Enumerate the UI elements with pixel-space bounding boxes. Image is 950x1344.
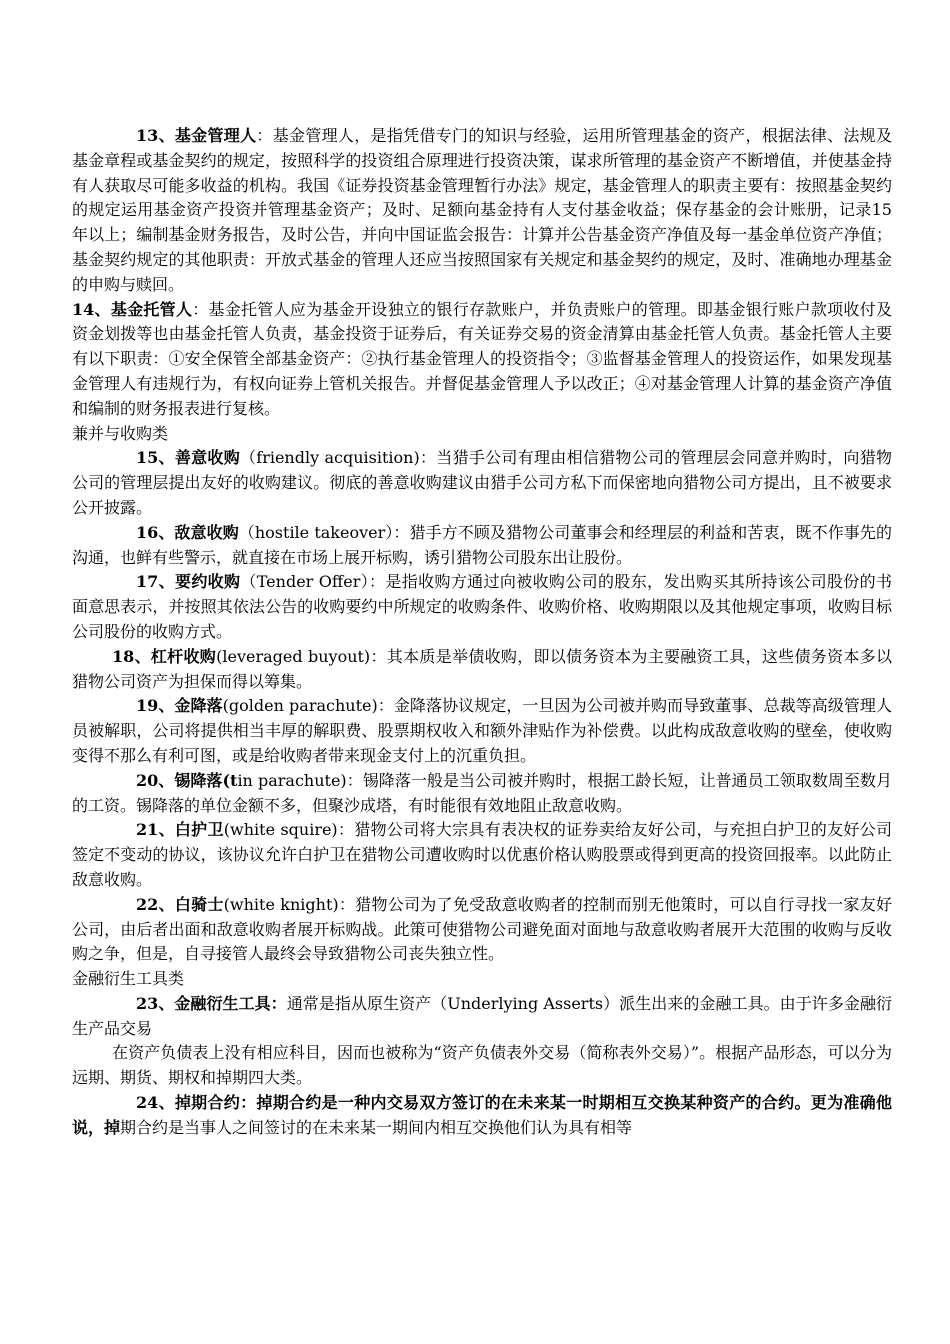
term-financial-derivatives: 23、金融衍生工具：	[136, 993, 287, 1013]
paragraph-19	[72, 694, 892, 768]
paragraph-24	[72, 1091, 892, 1141]
paragraph-14	[72, 298, 892, 422]
paragraph-20	[72, 769, 892, 819]
paragraph-17	[72, 570, 892, 644]
paragraph-text: ：基金管理人，是指凭借专门的知识与经验，运用所管理基金的资产，根据法律、法规及基金章程或基金契约的规定，按照科学的投资组合原理进行投资决策，谋求所管理的基金资产不断增值，并使基金持有人获取尽可能多收益的机构。我国《证券投资基金管理暂行办法》规定，基金管理人的职责主要有：按照基金契约的规定运用基金资产投资并管理基金资产；及时、足额向基金持有人支付基金收益；保存基金的会计账册，记录15年以上；编制基金财务报告，及时公告，并向中国证监会报告：计算并公告基金资产净值及每一基金单位资产净值；基金契约规定的其他职责：开放式基金的管理人还应当按照国家有关规定和基金契约的规定，及时、准确地办理基金的申购与赎回。	[72, 126, 892, 294]
paragraph-15	[72, 446, 892, 520]
document-body	[72, 124, 892, 1141]
paragraph-text: (golden parachute)：金降落协议规定，一旦因为公司被并购而导致董事、总裁等高级管理人员被解职，公司将提供相当丰厚的解职费、股票期权收入和额外津贴作为补偿费。以此构成敌意收购的壁垒，使收购变得不那么有利可图，或是给收购者带来现金支付上的沉重负担。	[72, 696, 892, 765]
paragraph-text: (white knight)：猎物公司为了免受敌意收购者的控制而别无他策时，可以自行寻找一家友好公司，由后者出面和敌意收购者展开标购战。此策可使猎物公司避免面对面地与敌意收购者展开大范围的收购与反收购之争，但是，自寻接管人最终会导致猎物公司丧失独立性。	[72, 894, 892, 964]
term-tin-parachute: 20、锡降落(t	[136, 770, 238, 790]
term-tender-offer: 17、要约收购	[136, 572, 241, 592]
paragraph-text: in parachute)：锡降落一般是当公司被并购时，根据工龄长短，让普通员工领取数周至数月的工资。锡降落的单位金额不多，但聚沙成塔，有时能很有效地阻止敌意收购。	[72, 770, 892, 815]
paragraph-text: 通常是指从原生资产（Underlying Asserts）派生出来的金融工具。由于许多金融衍生产品交易	[72, 993, 892, 1038]
term-swap-contract: 24、掉期合约：掉期合约是一种内交易双方签订的在未来某一时期相互交换某种资产的合约。更为准确他说，掉	[72, 1093, 892, 1137]
paragraph-text: （hostile takeover）：猎手方不顾及猎物公司董事会和经理层的利益和苦衷，既不作事先的沟通，也鲜有些警示，就直接在市场上展开标购，诱引猎物公司股东出让股份。	[72, 522, 892, 567]
paragraph-text: （friendly acquisition)：当猎手公司有理由相信猎物公司的管理层会同意并购时，向猎物公司的管理层提出友好的收购建议。彻底的善意收购建议由猎手公司方私下而保密地向猎物公司方提出，且不被要求公开披露。	[72, 448, 892, 517]
paragraph-text: （Tender Offer）：是指收购方通过向被收购公司的股东，发出购买其所持该公司股份的书面意思表示，并按照其依法公告的收购要约中所规定的收购条件、收购价格、收购期限以及其他规定事项，收购目标公司股份的收购方式。	[72, 572, 892, 641]
paragraph-13	[72, 124, 892, 298]
paragraph-text: ：基金托管人应为基金开设独立的银行存款账户，并负责账户的管理。即基金银行账户款项收付及资金划拨等也由基金托管人负责，基金投资于证券后，有关证券交易的资金清算由基金托管人负责。基金托管人主要有以下职责：①安全保管全部基金资产：②执行基金管理人的投资指令；③监督基金管理人的投资运作，如果发现基金管理人有违规行为，有权向证券上管机关报告。并督促基金管理人予以改正；④对基金管理人计算的基金资产净值和编制的财务报表进行复核。	[72, 299, 892, 418]
paragraph-text: (leveraged buyout)：其本质是举债收购，即以债务资本为主要融资工具，这些债务资本多以猎物公司资产为担保而得以筹集。	[72, 646, 892, 691]
paragraph-21	[72, 818, 892, 892]
term-hostile-takeover: 16、敌意收购	[136, 522, 239, 542]
term-white-knight: 22、白骑士	[136, 894, 224, 914]
paragraph-23-continued: 在资产负债表上没有相应科目，因而也被称为“资产负债表外交易（简称表外交易）”。根据产品形态，可以分为远期、期货、期权和掉期四大类。	[72, 1043, 892, 1088]
term-fund-manager: 13、基金管理人	[136, 126, 257, 145]
paragraph-text: 期合约是当事人之间签讨的在未来某一期间内相互交换他们认为具有相等	[120, 1117, 633, 1137]
term-white-squire: 21、白护卫	[136, 820, 224, 840]
paragraph-text: (white squire)：猎物公司将大宗具有表决权的证券卖给友好公司，与充担白护卫的友好公司签定不变动的协议，该协议允许白护卫在猎物公司遭收购时以优惠价格认购股票或得到更高的投资回报率。以此防止敌意收购。	[72, 820, 892, 889]
section-heading-derivatives: 金融衍生工具类	[72, 969, 185, 989]
paragraph-18	[72, 645, 892, 695]
paragraph-16	[72, 521, 892, 571]
paragraph-23	[72, 992, 892, 1042]
term-golden-parachute: 19、金降落	[136, 696, 223, 716]
term-leveraged-buyout: 18、杠杆收购	[112, 646, 217, 666]
term-friendly-acquisition: 15、善意收购	[136, 448, 240, 468]
term-fund-custodian: 14、基金托管人	[72, 299, 193, 319]
paragraph-22	[72, 893, 892, 967]
section-heading-mna: 兼并与收购类	[72, 423, 169, 443]
